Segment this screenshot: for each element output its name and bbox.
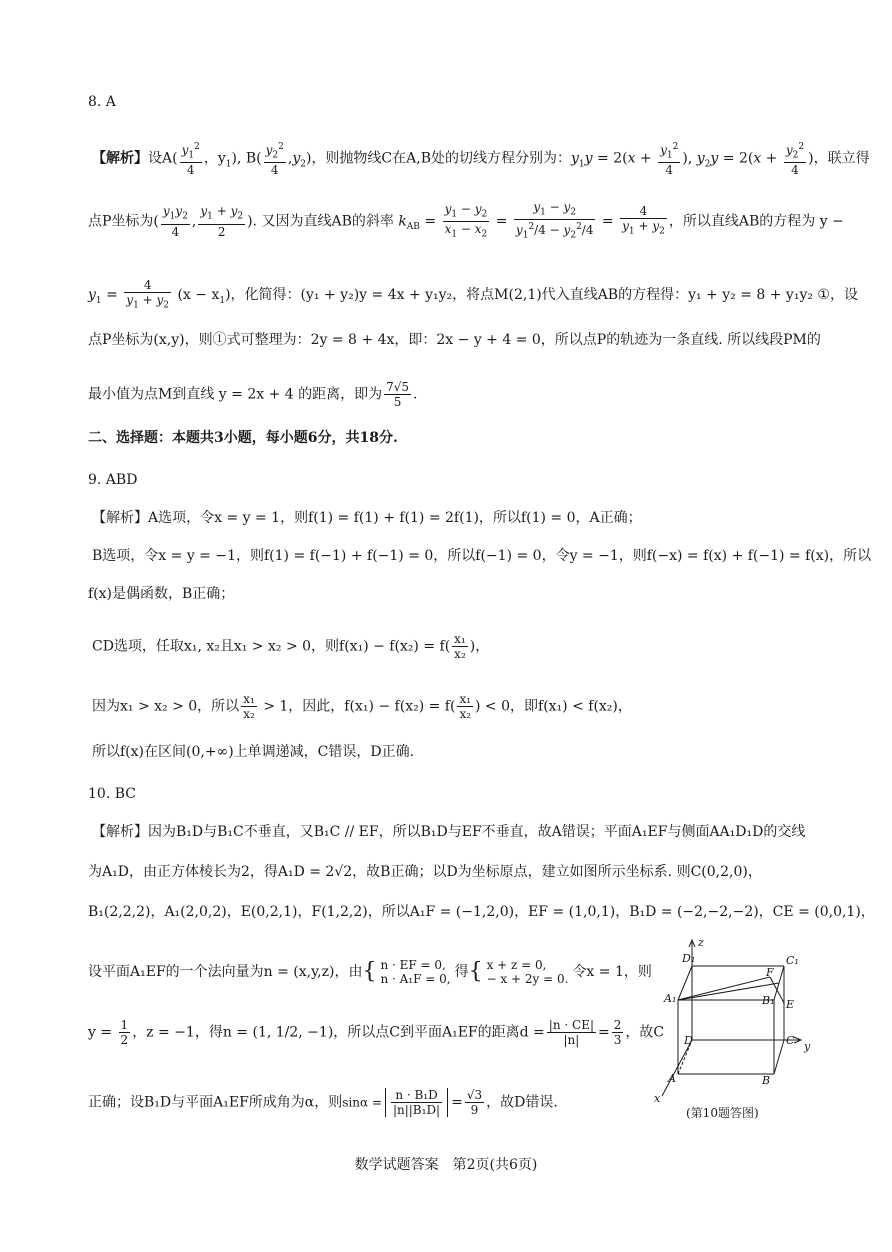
q8-text: ), B( <box>231 150 262 167</box>
fraction: $\frac{y_1^2}{4}$ <box>181 142 200 178</box>
label-C1: C₁ <box>786 954 799 967</box>
q9-line-6: 所以f(x)在区间(0,+∞)上单调递减，C错误，D正确. <box>92 744 415 760</box>
q10-text: = <box>451 1094 463 1111</box>
q10-text: 设平面A₁EF的一个法向量为n = (x,y,z)，由 <box>88 964 363 980</box>
label-z: z <box>698 936 704 949</box>
cube-edge <box>678 966 692 1000</box>
q8-text: ). 又因为直线AB的斜率 <box>247 213 394 230</box>
q9-line-2: B选项，令x = y = −1，则f(1) = f(−1) + f(−1) = 0，所以f(−1) = 0，令y = −1，则f(−x) = f(x) + f(−1) = f(x)，所以 <box>92 548 872 564</box>
q8-line-2: 点P坐标为( $\frac{y_1y_2}{4}$ , $\frac{y_1 + y_2}{2}$ ). 又因为直线AB的斜率 $k_{AB}$ = $\frac{y_1 - y_2}{x_1 - x_2}$ = $\frac{y_1 - y_2}{y_1^2/4 - y_2^2/4}$ = $\frac{4}{y_1 + y_2}$ ，所以直线AB的方程为 y − <box>88 200 844 241</box>
q10-line-5 <box>88 1018 664 1047</box>
fraction: $\frac{y_1 - y_2}{x_1 - x_2}$ <box>444 201 488 240</box>
figure-caption: (第10题答图) <box>686 1106 759 1120</box>
fraction: $\frac{7√5}{5}$ <box>386 380 410 409</box>
cube-figure <box>650 932 830 1104</box>
q10-text: sinα = <box>342 1095 382 1110</box>
q8-text: ，联立得 <box>813 150 870 167</box>
q10-text: = <box>598 1024 610 1041</box>
q10-text: 正确；设B₁D与平面A₁EF所成角为α，则 <box>88 1094 343 1111</box>
label-B: B <box>762 1074 771 1087</box>
q8-text: . <box>413 386 418 403</box>
fraction: $\frac{y_1 - y_2}{y_1^2/4 - y_2^2/4}$ <box>515 200 594 241</box>
q8-text: )，化简得：(y₁ + y₂)y = 4x + y₁y₂，将点M(2,1)代入直线AB的方程得：y₁ + y₂ = 8 + y₁y₂ ①，设 <box>225 287 858 304</box>
q9-line-5 <box>92 692 632 721</box>
label-y: y <box>804 1040 811 1053</box>
label-C: C <box>786 1034 795 1047</box>
q10-line-4: 设平面A₁EF的一个法向量为n = (x,y,z)，由{ n · EF = 0, n · A₁F = 0, 得{ x + z = 0, − x + 2y = 0. 令x = 1，则 <box>88 958 652 986</box>
q9-line-1: 【解析】A选项，令x = y = 1，则f(1) = f(1) + f(1) = 2f(1)，所以f(1) = 0，A正确； <box>92 510 642 526</box>
q10-line-6 <box>88 1088 558 1117</box>
equation-system: x + z = 0, − x + 2y = 0. <box>486 958 569 986</box>
fraction: $\frac{y_1^2}{4}$ <box>660 142 679 178</box>
q8-line-1: 【解析】设A( $\frac{y_1^2}{4}$ ，$y_1$), B( $\frac{y_2^2}{4}$ $,y_2$)，则抛物线C在A,B处的切线方程分别为：$y_1y = 2(x$ + $\frac{y_1^2}{4}$ ), $y_2y = 2(x$ + $\frac{y_2^2}{4}$ )，联立得 <box>92 142 870 178</box>
label-A: A <box>668 1072 676 1085</box>
equation-system: n · EF = 0, n · A₁F = 0, <box>380 958 451 986</box>
q10-text: ，z = −1，得n = (1, 1/2, −1)，所以点C到平面A₁EF的距离d = <box>132 1024 545 1041</box>
q8-line-4: 点P坐标为(x,y)，则①式可整理为：2y = 8 + 4x，即：2x − y + 4 = 0，所以点P的轨迹为一条直线. 所以线段PM的 <box>88 332 821 348</box>
fraction: $\frac{y_1 + y_2}{2}$ <box>200 204 244 239</box>
q10-line-2: 为A₁D，由正方体棱长为2，得A₁D = 2√2，故B正确；以D为坐标原点，建立如图所示坐标系. 则C(0,2,0)， <box>88 864 762 880</box>
page-footer: 数学试题答案 第2页(共6页) <box>354 1157 538 1173</box>
q8-line-5 <box>88 380 418 409</box>
label-F: F <box>766 966 774 979</box>
label-E: E <box>786 998 795 1011</box>
q8-text: (x − x <box>177 287 220 304</box>
fraction: $\frac{y_2^2}{4}$ <box>265 142 284 178</box>
q9-text: > 1，因此，f(x₁) − f(x₂) = f( <box>258 698 456 715</box>
q10-line-1: 【解析】因为B₁D与B₁C不垂直，又B₁C // EF，所以B₁D与EF不垂直，故A错误；平面A₁EF与侧面AA₁D₁D的交线 <box>92 824 806 840</box>
fraction: $\frac{y_2^2}{4}$ <box>785 142 805 178</box>
fraction: $\frac{|n \cdot CE|}{|n|}$ <box>548 1018 594 1047</box>
q8-line-3: $y_1$ = $\frac{4}{y_1 + y_2}$ $(x - x_1)$，化简得：(y₁ + y₂)y = 4x + y₁y₂，将点M(2,1)代入直线AB的方程得：y₁ + y₂ = 8 + y₁y₂ ①，设 <box>88 278 858 311</box>
q9-text: ) < 0，即f(x₁) < f(x₂)， <box>475 698 632 715</box>
label-x: x <box>654 1092 661 1104</box>
q10-number: 10. BC <box>88 786 136 802</box>
fraction: $\frac{\text{x₁}}{\text{x₂}}$ <box>459 692 472 721</box>
q10-text: y = <box>88 1024 117 1041</box>
fraction: $\frac{\text{x₁}}{\text{x₂}}$ <box>454 632 466 661</box>
q10-text: ，故C <box>625 1024 665 1041</box>
label-D1: D₁ <box>682 952 696 965</box>
q9-text: CD选项，任取x₁, x₂且x₁ > x₂ > 0，则f(x₁) − f(x₂) = f( <box>92 638 451 655</box>
label-B1: B₁ <box>762 994 775 1007</box>
q9-text: 因为x₁ > x₂ > 0，所以 <box>92 698 240 715</box>
fraction: $\frac{\text{x₁}}{\text{x₂}}$ <box>243 692 255 721</box>
q8-text: 设A( <box>148 150 178 167</box>
q9-line-4 <box>92 632 489 661</box>
fraction: $\frac{\text{n · B₁D}}{\text{|n||B₁D|}}$ <box>392 1088 441 1117</box>
q8-text: 最小值为点M到直线 y = 2x + 4 的距离，即为 <box>88 386 383 403</box>
q10-text: ，故D错误. <box>486 1094 558 1111</box>
section-heading: 二、选择题：本题共3小题，每小题6分，共18分. <box>88 430 398 446</box>
fraction: $\frac{4}{y_1 + y_2}$ <box>126 278 170 311</box>
q9-number: 9. ABD <box>88 472 138 488</box>
q8-number: 8. A <box>88 94 116 110</box>
q10-text: 得 <box>454 964 469 980</box>
q8-text: ，则抛物线C在A,B处的切线方程分别为： <box>311 150 571 167</box>
q10-line-3: B₁(2,2,2)，A₁(2,0,2)，E(0,2,1)，F(1,2,2)，所以A₁F = (−1,2,0)，EF = (1,0,1)，B₁D = (−2,−2,−2)，CE = (0,0,1)， <box>88 904 875 920</box>
q8-text: 点P坐标为( <box>88 213 159 230</box>
q9-line-3: f(x)是偶函数，B正确； <box>88 586 235 602</box>
x-axis <box>662 1040 692 1096</box>
fraction: $\frac{1}{2}$ <box>120 1018 129 1047</box>
fraction: $\frac{4}{y_1 + y_2}$ <box>622 204 665 237</box>
fraction: $\frac{2}{3}$ <box>613 1018 622 1047</box>
q8-text: ，所以直线AB的方程为 y − <box>668 213 844 230</box>
label-D: D <box>684 1034 693 1047</box>
fraction: $\frac{y_1y_2}{4}$ <box>162 204 188 239</box>
q8-text: ，y <box>203 150 226 167</box>
fraction: $\frac{√3}{9}$ <box>466 1088 483 1117</box>
q8-tag: 【解析】 <box>92 150 148 167</box>
label-A1: A₁ <box>664 992 677 1005</box>
cube-edge <box>774 1040 784 1074</box>
q10-text: 令x = 1，则 <box>572 964 652 980</box>
q9-text: )， <box>469 638 490 655</box>
